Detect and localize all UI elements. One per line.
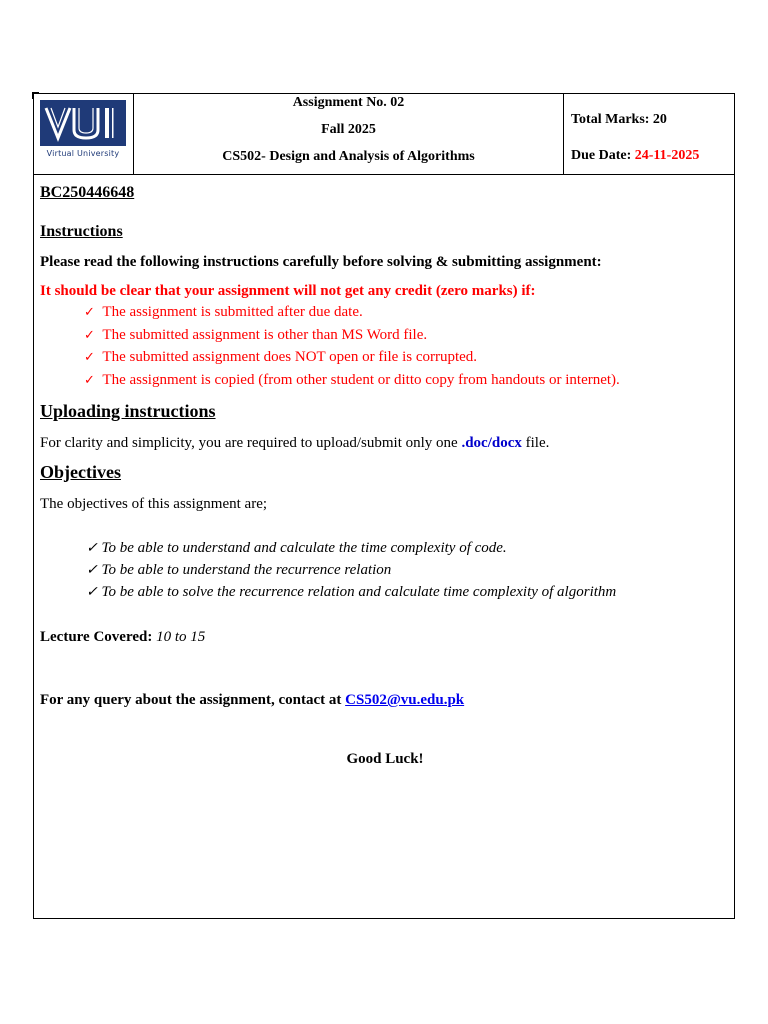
vu-logo [40, 100, 126, 160]
due-date-label: Due Date: [571, 148, 635, 163]
uploading-text [40, 435, 549, 452]
marks-cell [564, 94, 734, 174]
rule-1: The assignment is submitted after due date. [102, 304, 363, 320]
lecture-covered [40, 629, 205, 646]
rule-3: The submitted assignment does NOT open or file is corrupted. [102, 349, 478, 365]
title-cell [134, 94, 564, 174]
objective-2: To be able to understand the recurrence relation [101, 562, 392, 578]
list-item [86, 562, 391, 579]
rule-4: The assignment is copied (from other student or ditto copy from handouts or internet). [102, 372, 620, 388]
rule-2: The submitted assignment is other than MS Word file. [102, 327, 428, 343]
semester: Fall 2025 [321, 122, 376, 137]
student-id: BC250446648 [40, 184, 135, 201]
corner-mark [32, 92, 39, 99]
check-icon: ✓ [84, 305, 95, 320]
header-table [34, 94, 734, 175]
list-item [84, 372, 620, 389]
logo-cell [34, 94, 134, 174]
contact-line [40, 692, 464, 709]
due-date-value: 24-11-2025 [634, 148, 700, 163]
logo-caption: Virtual University [46, 149, 120, 158]
warning-text: It should be clear that your assignment will not get any credit (zero marks) if: [40, 283, 536, 299]
assignment-frame [33, 93, 735, 919]
uploading-text-after: file. [521, 435, 550, 451]
due-date-line [571, 148, 699, 164]
contact-email-link[interactable]: CS502@vu.edu.pk [345, 692, 465, 708]
total-marks: Total Marks: 20 [571, 112, 667, 127]
good-luck: Good Luck! [346, 751, 424, 767]
contact-text: For any query about the assignment, contact at [40, 692, 346, 708]
objectives-intro: The objectives of this assignment are; [40, 496, 268, 512]
assignment-number: Assignment No. 02 [292, 95, 405, 110]
list-item [84, 304, 363, 321]
check-icon: ✓ [84, 328, 95, 343]
lecture-value: 10 to 15 [156, 629, 206, 645]
check-icon: ✓ [84, 373, 95, 388]
check-icon: ✓ [86, 540, 98, 556]
uploading-text-before: For clarity and simplicity, you are required to upload/submit only one [40, 435, 462, 451]
file-type: .doc/docx [461, 435, 522, 451]
objective-1: To be able to understand and calculate the time complexity of code. [101, 540, 507, 556]
list-item [86, 540, 507, 557]
instructions-heading: Instructions [40, 223, 123, 240]
vu-logo-mark [40, 100, 126, 146]
course-title: CS502- Design and Analysis of Algorithms [222, 149, 475, 164]
list-item [84, 327, 427, 344]
objectives-heading: Objectives [40, 462, 121, 482]
objective-3: To be able to solve the recurrence relation and calculate time complexity of algorithm [101, 584, 617, 600]
check-icon: ✓ [84, 350, 95, 365]
list-item [84, 349, 477, 366]
uploading-heading: Uploading instructions [40, 401, 216, 421]
lecture-label: Lecture Covered: [40, 629, 157, 645]
check-icon: ✓ [86, 562, 98, 578]
check-icon: ✓ [86, 584, 98, 600]
instructions-intro: Please read the following instructions carefully before solving & submitting assignment: [40, 254, 602, 270]
list-item [86, 584, 616, 601]
